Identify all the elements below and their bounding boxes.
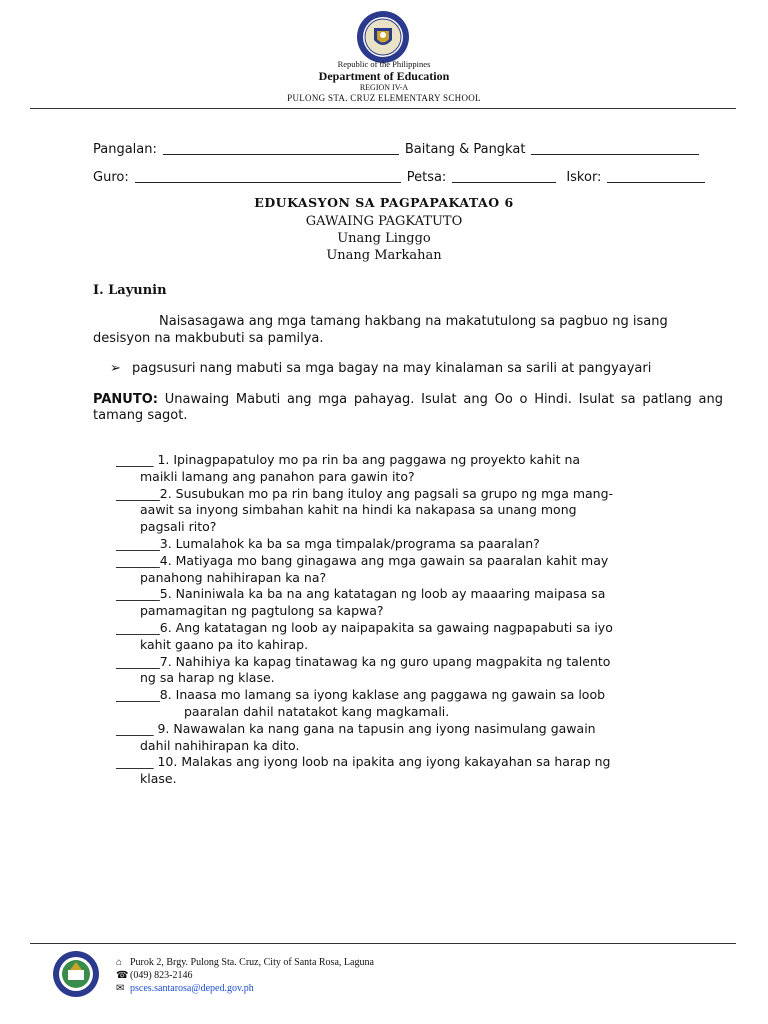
question-line: _______8. Inaasa mo lamang sa iyong kaklase ang paggawa ng gawain sa loob [116, 687, 606, 703]
teacher-blank[interactable] [135, 170, 401, 183]
date-blank[interactable] [452, 170, 556, 183]
instructions [93, 392, 723, 424]
envelope-icon: ✉ [116, 983, 125, 994]
score-blank[interactable] [607, 170, 705, 183]
name-blank[interactable] [163, 142, 399, 155]
section-heading: I. Layunin [93, 283, 167, 298]
header-department: Department of Education [318, 69, 450, 83]
footer-address [116, 957, 374, 968]
footer-divider [30, 943, 736, 944]
panuto-text: Unawaing Mabuti ang mga pahayag. Isulat ang Oo o Hindi. Isulat sa patlang ang tamang sagot. [93, 392, 723, 423]
question-line: paaralan dahil natatakot kang magkamali. [184, 703, 450, 719]
question-line: ng sa harap ng klase. [140, 670, 275, 686]
footer-email [116, 983, 254, 994]
phone-text: (049) 823-2146 [130, 970, 193, 981]
question-line: _______3. Lumalahok ka ba sa mga timpalak/programa sa paaralan? [116, 535, 540, 551]
question-item [116, 754, 686, 788]
home-icon: ⌂ [116, 957, 123, 968]
subject-title: EDUKASYON SA PAGPAPAKATAO 6 [254, 195, 514, 210]
footer-phone [116, 970, 193, 981]
objective-paragraph: Naisasagawa ang mga tamang hakbang na makatutulong sa pagbuo ng isang desisyon na makbubuti sa pamilya. [93, 314, 668, 346]
arrow-bullet-icon: ➢ [110, 361, 121, 376]
question-line: _______5. Naniniwala ka ba na ang katatagan ng loob ay maaaring maipasa sa [116, 586, 606, 602]
question-line: _______6. Ang katatagan ng loob ay naipapakita sa gawaing nagpapabuti sa iyo [116, 619, 613, 635]
question-item [116, 620, 686, 654]
question-line: _______7. Nahihiya ka kapag tinatawag ka ng guro upang magpakita ng talento [116, 653, 611, 669]
email-link[interactable]: psces.santarosa@deped.gov.ph [130, 983, 254, 994]
question-line: _______4. Matiyaga mo bang ginagawa ang mga gawain sa paaralan kahit may [116, 552, 609, 568]
question-line: kahit gaano pa ito kahirap. [140, 636, 309, 652]
question-line: ______ 1. Ipinagpapatuloy mo pa rin ba ang paggawa ng proyekto kahit na [116, 452, 581, 467]
question-list [116, 452, 686, 788]
teacher-label: Guro: [93, 170, 129, 185]
question-item [116, 553, 686, 587]
question-line: panahong nahihirapan ka na? [140, 569, 327, 585]
score-label: Iskor: [566, 170, 602, 185]
fields-row-1 [93, 142, 723, 157]
question-line: pamamagitan ng pagtulong sa kapwa? [140, 603, 384, 619]
question-item [116, 536, 686, 553]
header-region: REGION IV-A [359, 83, 409, 92]
question-item [116, 586, 686, 620]
panuto-label: PANUTO: [93, 392, 158, 407]
name-label: Pangalan: [93, 142, 157, 157]
grade-blank[interactable] [531, 142, 699, 155]
school-logo-icon [52, 950, 100, 998]
header-school: PULONG STA. CRUZ ELEMENTARY SCHOOL [287, 93, 481, 103]
grade-label: Baitang & Pangkat [404, 142, 526, 157]
objective-bullet [110, 361, 730, 376]
date-label: Petsa: [406, 170, 447, 185]
address-text: Purok 2, Brgy. Pulong Sta. Cruz, City of Santa Rosa, Laguna [130, 957, 374, 968]
deped-seal-icon [356, 10, 410, 64]
bullet-text: pagsusuri nang mabuti sa mga bagay na may kinalaman sa sarili at pangyayari [132, 361, 652, 376]
activity-title: GAWAING PAGKATUTO [305, 214, 463, 229]
question-item [116, 654, 686, 688]
header-republic: Republic of the Philippines [337, 59, 431, 69]
question-line: aawit sa inyong simbahan kahit na hindi ka nakapasa sa unang mong [140, 502, 577, 518]
question-item [116, 721, 686, 755]
question-line: dahil nahihirapan ka dito. [140, 737, 300, 753]
fields-row-2 [93, 170, 723, 185]
question-item [116, 486, 686, 536]
question-line: _______2. Susubukan mo pa rin bang ituloy ang pagsali sa grupo ng mga mang- [116, 485, 614, 501]
question-item [116, 687, 686, 721]
question-line: ______ 10. Malakas ang iyong loob na ipakita ang iyong kakayahan sa harap ng [116, 754, 611, 770]
question-line: maikli lamang ang panahon para gawin ito? [140, 468, 415, 484]
phone-icon: ☎ [116, 970, 129, 981]
header-divider [30, 108, 736, 109]
question-line: klase. [140, 771, 177, 787]
question-line: ______ 9. Nawawalan ka nang gana na tapusin ang iyong nasimulang gawain [116, 720, 596, 736]
question-line: pagsali rito? [140, 519, 217, 535]
week-title: Unang Linggo [337, 231, 431, 246]
quarter-title: Unang Markahan [326, 248, 442, 263]
question-item [116, 452, 686, 486]
